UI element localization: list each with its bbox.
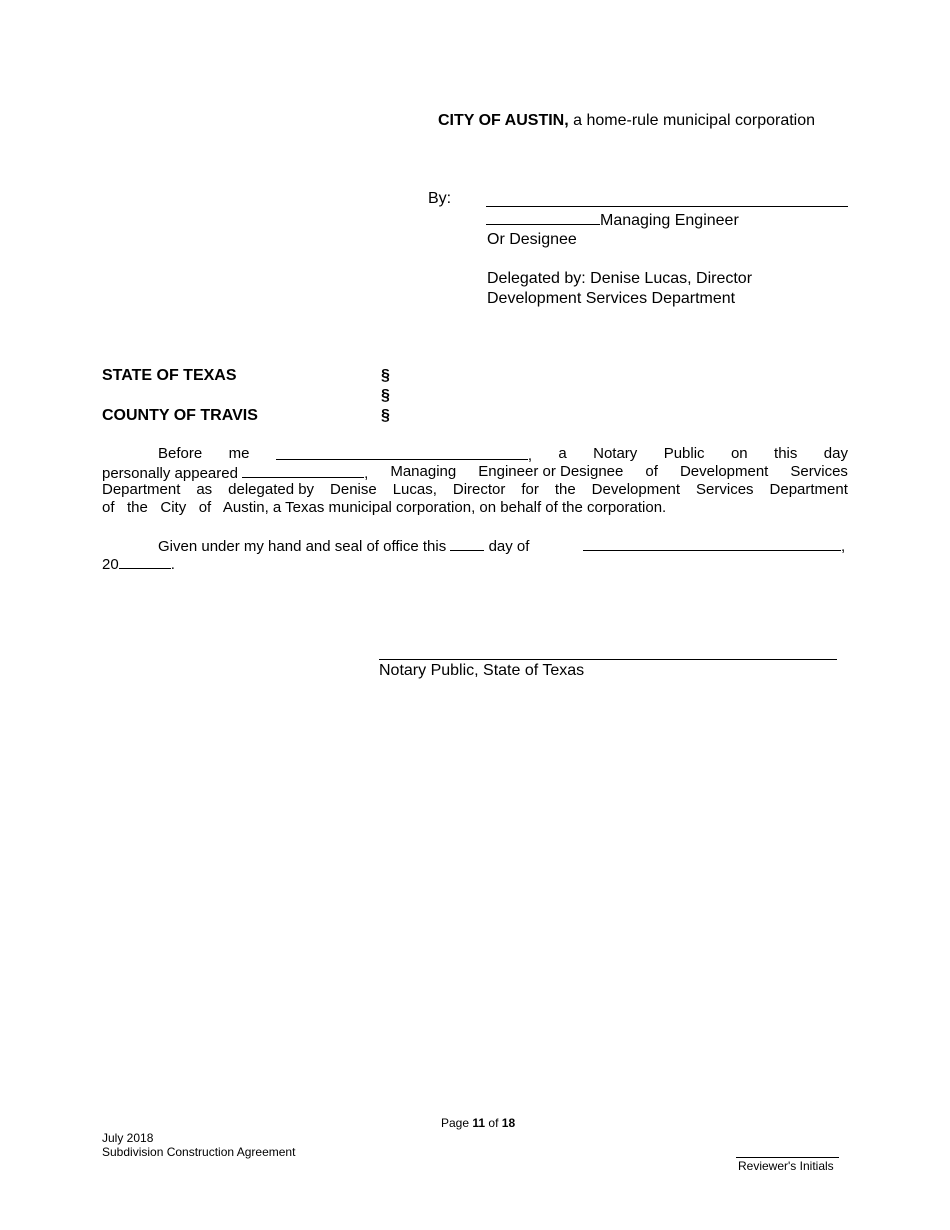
footer-doc-title: Subdivision Construction Agreement [102,1145,296,1159]
initials-line[interactable] [736,1157,839,1158]
page-label: Page [441,1116,470,1130]
month-blank[interactable] [583,536,841,551]
given-paragraph [102,536,848,572]
given-text: Given under my hand and seal of office this [158,538,447,555]
ack-line-2 [102,463,848,481]
word: Services [696,481,754,498]
footer-date: July 2018 [102,1131,154,1145]
word: me [228,445,250,462]
word: Notary [593,445,638,462]
word: Services [790,463,848,480]
county-label: COUNTY OF TRAVIS [102,407,258,424]
word: on [730,445,748,462]
comma: , [364,465,369,482]
word: Director [452,481,506,498]
word: Denise [330,481,377,498]
phrase: personally appeared [102,465,238,482]
department: Development Services Department [487,290,736,307]
section-symbol-3: § [381,407,390,424]
ack-line-1 [102,445,848,463]
name-blank[interactable] [486,210,600,225]
word: the [554,481,576,498]
section-symbol-2: § [381,387,390,404]
word: Managing [390,463,457,480]
word: Public [663,445,705,462]
word: Lucas, [392,481,437,498]
word: of [645,463,658,480]
page-current: 11 [472,1116,486,1130]
word: as [196,481,213,498]
day-blank[interactable] [450,536,484,551]
reviewer-initials-label: Reviewer's Initials [738,1159,834,1173]
by-label: By: [428,190,452,207]
signature-line[interactable] [486,206,848,207]
acknowledgment-paragraph [102,445,848,517]
given-line-1 [102,536,848,554]
day-of-text: day of [488,538,530,555]
word: for [521,481,539,498]
entity-description: a home-rule municipal corporation [568,112,816,129]
month-group [583,536,845,556]
comma: , [527,447,532,464]
word: Development [591,481,681,498]
notary-name-blank[interactable] [276,445,532,463]
period: . [170,556,175,573]
word: this [774,445,798,462]
year-prefix: 20 [102,556,119,573]
word: Department [769,481,848,498]
word: Development [679,463,769,480]
appeared-group [102,463,368,481]
word: a [558,445,567,462]
delegated-by: Delegated by: Denise Lucas, Director [487,270,753,287]
notary-signature-line[interactable] [379,659,837,660]
state-label: STATE OF TEXAS [102,367,237,384]
title-line [486,210,739,230]
word: Department [102,481,181,498]
entity-line [438,112,815,130]
title-text: Managing Engineer [600,212,739,229]
given-line-2 [102,554,848,572]
year-blank[interactable] [119,554,171,569]
phrase: Engineer or Designee [478,463,624,480]
page-of: of [488,1116,499,1130]
word: day [823,445,848,462]
comma: , [841,538,846,555]
entity-name: CITY OF AUSTIN, [438,112,569,129]
word: Before [158,445,203,462]
page-total: 18 [501,1116,516,1130]
ack-line-4: of the City of Austin, a Texas municipal corporation, on behalf of the corporation. [102,499,667,516]
or-designee: Or Designee [487,231,577,248]
ack-line-3 [102,481,848,499]
notary-label: Notary Public, State of Texas [379,662,585,679]
appeared-blank[interactable] [242,463,364,478]
page-number [441,1116,515,1130]
phrase: delegated by [228,481,315,498]
section-symbol-1: § [381,367,390,384]
